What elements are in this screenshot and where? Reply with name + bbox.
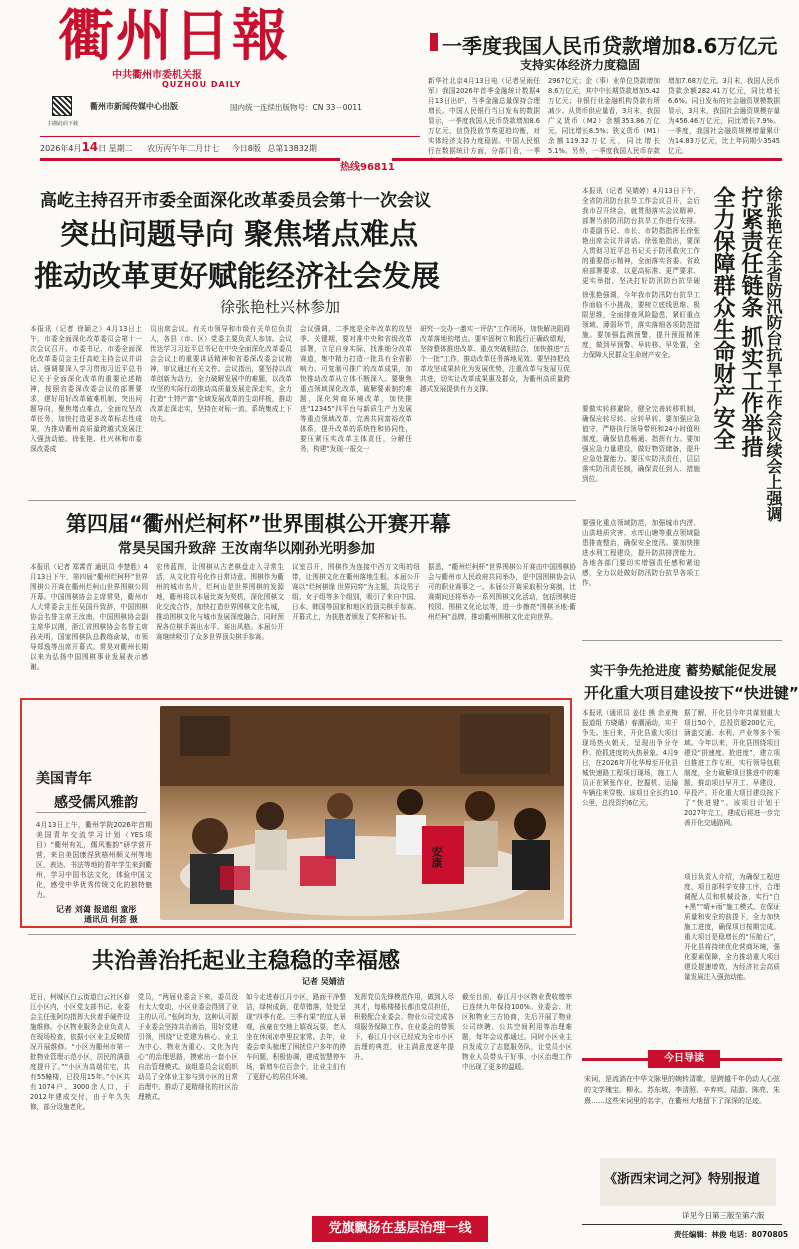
top-col-3: 增加7.68万亿元。3月末，我国人民币贷款余额282.41万亿元，同比增长6.6%。同日发布的社会融资规模数据显示，3月末，我国社会融资规模存量为456.46万亿元，同比增长7.9%。一季度，我国社会融资规模增量累计为14.83万亿元，比上年同期少3545亿元。 <box>668 77 780 155</box>
welfare-banner: 党旗飘扬在基层治理一线 <box>312 1216 488 1242</box>
lead-col-2: 员出席会议。有关市领导和市级有关单位负责人，各县（市、区）党委主要负责人参加。会议传达学习习近平总书记在中央全面深化改革委员会会议上的重要讲话精神和省委深改委会议精神，审议通过有关文件。会议指出，要坚持以改革创新为动力，全力破解发展中的难题，以改革攻坚的实际行动推动高质量发展走深走实，全力打造“土特产富”全域发展改革的生动样板，推动改革走深走实，坚持在对标一流、系统集成上下功夫。 <box>150 325 292 423</box>
divider-project <box>582 640 782 641</box>
project-col-1: 本报讯（通讯员 姜佳 熊 余亚梅 报道组 方晓璐）春潮涌动，实干争先。连日来，开化县重大项目现场热火朝天，呈现出争分夺秒、抢抓进度的火热景象。4月9日，在2026年开化华埠至开化县城快速路工程项目现场，施工人员正在紧张作业，挖掘机、运输车辆往来穿梭。该项目全长约10公里，总投资约6亿元。 <box>582 709 678 807</box>
top-col-1: 新华社北京4月13日电（记者吴雨任军）我国2026年首季金融统计数据4月13日出炉，当季金融总量保持合理增长。中国人民银行当日发布的数据显示，一季度我国人民币贷款增加8.6万亿元，信贷投放节奏更趋均衡，对实体经济支持力度稳固。中国人民银行在数据统计方面，分部门看，一季 <box>428 77 540 155</box>
project-kicker: 实干争先抢进度 蓄势赋能促发展 <box>590 664 777 679</box>
date-weekday: 日 星期二 <box>98 144 133 153</box>
youth-photo <box>160 706 564 920</box>
go-col-3: 议室召开，围棋作为连接中西方文明的纽带，让围棋文化在衢州落地生根。本届公开赛以“烂柯棋缘 世界同弈”为主题，共设男子组、女子组等多个组别，吸引了来自中国、日本、韩国等国家和地区的顶尖棋手参赛。开幕式上，为获胜者颁发了奖杯和证书。 <box>292 563 420 621</box>
welfare-col-4: 发挥党员先锋模范作用，做到人尽其才，每栋楼楼长都由党员担任，积极配合业委会、物业公司完成各项服务保障工作。在业委会的带领下，春江月小区已经成为全市小区治理的典范，业主满意度逐年提升。 <box>354 993 454 1061</box>
lead-col-3: 会议强调，二季度是全年改革的攻坚季、关键期，要对准中央和省级改革部署，立足自身实际，找准细分改革赛道，集中精力打造一批具有全省影响力、可复制可推广的改革成果，加快推动改革从立体不断深入。要聚焦重点领域深化改革，破解要素制约难题，深化营商环境改革，加快推进“12345”四平台与新质生产力发展等重点领域改革，完善共同富裕改革体系，提升改革的系统性和协同性，要压紧压实改革主体责任，分解任务，构建“发现一报交一 <box>300 325 412 453</box>
top-headline: 一季度我国人民币贷款增加8.6万亿元 <box>442 34 778 58</box>
today-text: 宋词，是流淌在中华文脉里的婉转清歌，是跨越千年仍动人心弦的文学瑰宝。柳永、苏东坡、李清照、辛弃疾、陆游、陈亮、朱熹……这些宋词里的名字，在衢州大地留下了深深的足迹。 <box>584 1075 780 1105</box>
flood-vert-title-2: 全力保障群众生命财产安全 <box>710 186 735 450</box>
lunar-date: 农历丙午年二月廿七 <box>147 144 220 153</box>
publisher: 衢州市新闻传媒中心出版 <box>90 102 178 111</box>
youth-title-2: 感受儒风雅韵 <box>54 795 138 811</box>
editor-credit: 责任编辑：林俊 电话：8070805 <box>674 1230 789 1239</box>
today-label: 今日导读 <box>648 1050 720 1068</box>
today-title: 《浙西宋词之河》特别报道 <box>604 1172 761 1187</box>
lead-col-4: 研究一交办一激实一评估”工作闭环，加快解决阻碍改革落地的堵点。要牢固树立和践行正确政绩观，坚持整体推进改革、重点突破相结合，加快推进“五个一批”工作，推动改革任务落地见效。要坚持把改革攻坚成果转化为发展优势，注重改革与发展互促共进，切实让改革成果惠及群众，为衢州高质量跨越式发展提供有力支撑。 <box>420 325 570 393</box>
lead-subtitle: 徐张艳杜兴林参加 <box>220 298 341 316</box>
go-col-4: 据悉，“衢州烂柯杯”世界围棋公开赛由中国围棋协会与衢州市人民政府共同举办，是中国围棋协会认可的职业赛事之一。本届公开赛采取积分赛制，比赛期间还将举办一系列围棋文化活动，包括围棋进校园、围棋文化论坛等，进一步擦亮“围棋圣地·衢州烂柯”品牌，推动衢州围棋文化走向世界。 <box>428 563 576 621</box>
masthead-en: QUZHOU DAILY <box>162 80 242 89</box>
welfare-byline: 记者 吴婧洁 <box>302 977 345 986</box>
flood-vert-headline: 徐张艳在全省防汛防台抗旱工作会议续会上强调 <box>764 186 783 522</box>
masthead-logo: 衢州日報 <box>58 3 290 69</box>
flood-col-byline: 本报讯（记者 吴婧婷）4月13日下午，全省防汛防台抗旱工作会议召开，会后我市召开续会，就贯彻落实会议精神、部署当前防汛防台抗旱工作进行安排。市委副书记、市长、市防指指挥长徐张艳出席会议并讲话。徐张艳指出，要深入贯彻习近平总书记关于防汛救灾工作的重要指示精神，全面落实省委、省政府部署要求，以更高标准、更严要求、更实举措，坚决打好防汛防台抗旱硬 <box>582 187 700 285</box>
serial-number: 总第13832期 <box>267 144 317 153</box>
project-title: 开化重大项目建设按下“快进键” <box>584 684 799 702</box>
masthead-rule <box>40 136 420 137</box>
youth-photo-poster-text: 安康 <box>430 846 443 868</box>
top-col-2: 2967亿元；企（事）业单位贷款增加8.6万亿元，其中中长期贷款增加5.42万亿元；非银行业金融机构贷款有所减少。从货币供应量看，3月末，我国广义货币（M2）余额353.86万亿元，同比增长8.5%；狭义货币（M1）余额119.32万亿元，同比增长5.1%。另外，一季度我国人民币存款 <box>548 77 660 155</box>
youth-credit-1: 记者 刘蔼 报道组 童彤 <box>56 905 137 914</box>
lead-col-1: 本报讯（记者 徐颖之）4月13日上午，市委全面深化改革委员会第十一次会议召开。市委书记、市委全面深化改革委员会主任高屹主持会议并讲话。强调要深入学习贯彻习近平总书记关于全面深化改革的重要论述精神，按照省委深改委会议的部署要求，建好用好改革破难机制，突出问题导向，聚焦堵点难点，全面攻坚改革任务，加快打造更多改革标志性成果，为推动衢州高质量跨越式发展注入强劲动能。徐张艳、杜兴林和市委深改委成 <box>30 325 142 453</box>
welfare-title: 共治善治托起业主稳稳的幸福感 <box>92 949 401 974</box>
hotline-bar-right <box>392 158 782 161</box>
top-headline-marker <box>430 33 438 51</box>
go-subtitle: 常昊吴国升致辞 王汝南华以刚孙光明参加 <box>118 541 375 557</box>
welfare-col-3: 如今走进春江月小区，路面干净整洁，绿树成荫，花草错落，处处呈现“四季有花、三季有果”的宜人景观，孩童在空地上嬉戏玩耍，老人坐在休闲凉亭里拉家常。去年，业委会牵头梳理了困扰住户多年的停车问题，积极协调，建成智慧停车场，新增车位百余个，让业主们有了更舒心的居住环境。 <box>246 993 346 1081</box>
youth-caption: 4月13日上午，衢州学院2026年首期美国青年交流学习计划（YES项目）“衢州有礼，儒风雅韵”研学营开营，来自美国康涅狄格州顺义州等地区、表达、书法等地的青年学生来到衢州，学习中国书法文化，体验中国文化，感受中华优秀传统文化的独特魅力。 <box>36 821 152 899</box>
top-subheadline: 支持实体经济力度稳固 <box>520 58 641 72</box>
youth-credit-2: 通讯员 何荟 摄 <box>84 915 138 924</box>
welfare-col-2: 党员，“两届业委会下来，委员没有太大变动，小区业委会得到了业主的认可。”张阿均为，这种认可源于业委会坚持共治善治，用好党建引领，围绕“让党建为核心、业主为中心、物业为重心、文化为内心”的治理思路，摸索出一套小区自治管理模式。该组委员会议组织动员了全体业主参与到小区的日常治理中，推动了更精细化的社区治理模式。 <box>138 993 238 1101</box>
go-col-1: 本报讯（记者 郑霄青 通讯员 李楚胜）4月13日下午，第四届“衢州烂柯杯”世界围棋公开赛在衢州烂柯山世界围棋公园开幕。中国围棋协会主席常昊，衢州市人大常委会主任吴国升致辞，中国围棋协会名誉主席王汝南，中国围棋协会副主席华以刚，浙江省围棋协会名誉主席孙光明，国家围棋队总教练俞斌，市领导郑逸等出席开幕式。常昊对衢州长期以来为弘扬中国围棋事业发展表示感谢。 <box>30 563 148 671</box>
welfare-col-5: 截至目前，春江月小区物业费收缴率已连续九年保持100%。业委会、社区和物业三方协商，先后开展了物业公司续聘、公共空间利用等治理难题，每年会议都通过。同时小区业主自发成立了志愿服务队，让党员小区物业人员带头干好事，小区治理工作中出现了更多的温暖。 <box>462 993 572 1071</box>
go-title: 第四届“衢州烂柯杯”世界围棋公开赛开幕 <box>66 512 451 536</box>
divider-welfare <box>28 934 576 935</box>
editor-rule <box>582 1224 782 1225</box>
edition-count: 今日8版 <box>231 144 261 153</box>
cn-code: 国内统一连续出版物号：CN 33－0011 <box>230 103 362 112</box>
youth-photo-illustration <box>160 706 564 920</box>
lead-title-2: 推动改革更好赋能经济社会发展 <box>34 259 441 293</box>
masthead-org: 中共衢州市委机关报 <box>112 70 202 81</box>
flood-col-1: 徐张艳强调，今年我市防汛防台抗旱工作面临不小挑战，要树立底线思维、极限思维，全面排查风险隐患，紧盯重点领域、薄弱环节，落实落细各项防范措施。要加强监测预警，提升预报精准度，做到早预警、早转移、早处置，全力保障人民群众生命财产安全。 <box>582 291 700 359</box>
flood-vert-title-1: 拧紧责任链条 抓实工作举措 <box>738 186 763 458</box>
today-pages: 详见今日第三版至第六版 <box>682 1211 765 1220</box>
go-col-2: 宏伟蓝图，让围棋从古老棋盘走入寻常生活，从文化符号化作日常诗意。围棋作为衢州的城市名片，烂柯山是世界围棋的发源地，衢州将以本届比赛为契机，深化围棋文化交流合作，加快打造世界围棋文化名城，推动围棋文化与城市发展深度融合，同时预祝各位棋手赛出水平、赛出风格。本届公开赛继续吸引了众多世界顶尖棋手参赛。 <box>156 563 284 641</box>
flood-col-2: 要做实转移避险，健全完善转移机制，确保应转尽转、应转早转。要加强应急值守，严格执行领导带班和24小时值班制度，确保信息畅通、指挥有力。要加强应急力量建设，做好物资储备，提升应急处置能力。要压实防汛责任，层层落实防汛责任制，确保责任到人、措施到位。 <box>582 405 700 483</box>
date-day: 14 <box>81 140 99 154</box>
project-col-2: 据了解，开化县今年共谋划重大项目50个，总投资超200亿元，涵盖交通、水利、产业等多个领域。今年以来，开化县围绕项目建设“拼速度、抢进度”，建立项目推进工作专班，实行领导包联制度，全力破解项目推进中的难题，推动项目早开工、早建设、早投产。开化重大项目建设按下了“快进键”。该项目计划于2027年完工，建成后将进一步完善开化交通路网。 <box>684 709 780 827</box>
hotline: 热线96811 <box>340 162 395 173</box>
divider-go <box>28 500 576 501</box>
lead-kicker: 高屹主持召开市委全面深化改革委员会第十一次会议 <box>40 191 431 211</box>
welfare-col-1: 近日，柯城区白云街道白云社区春江小区内，小区党支部书记、业委会主任张阿均指挥大伙着手硬件设施维修。小区物业服务企业负责人在现场检查，依据小区业主反映情况开展维修。“小区为衢州市第一批物业管理示范小区，居民的满意度提升了。”“小区为高端住宅，共有55幢楼，已投用15年。”小区共有1074户、3000余人口，于2012年建成交付，由于年久失修，部分设施老化。 <box>30 993 130 1111</box>
hotline-bar-left <box>40 158 340 161</box>
dateline <box>40 140 420 154</box>
qr-code-icon <box>52 96 72 116</box>
youth-title-rule <box>36 812 146 813</box>
youth-title-1: 美国青年 <box>36 771 92 787</box>
lead-title-1: 突出问题导向 聚焦堵点难点 <box>60 217 419 251</box>
flood-col-3: 要强化重点领域防范，加强城市内涝、山洪地质灾害、水库山塘等重点领域隐患排查整治，确保安全度汛。要加快推进水利工程建设，提升防洪排涝能力。各地各部门要切实增强责任感和紧迫感，全力以赴做好防汛防台抗旱各项工作。 <box>582 519 700 587</box>
date-year-month: 2026年4月 <box>40 144 82 153</box>
qr-caption: 扫描此码下载 <box>48 121 79 127</box>
project-col-3: 项目负责人介绍，为确保工程进度，项目部科学安排工序，合理调配人员和机械设备，实行“白+黑”“晴+雨”施工模式。在保证质量和安全的前提下，全力加快施工进度，确保项目按期完成。重大项目是稳增长的“压舱石”，开化县将持续优化营商环境，强化要素保障，全力推动重大项目建设提速增效，为经济社会高质量发展注入强劲动能。 <box>684 873 780 981</box>
